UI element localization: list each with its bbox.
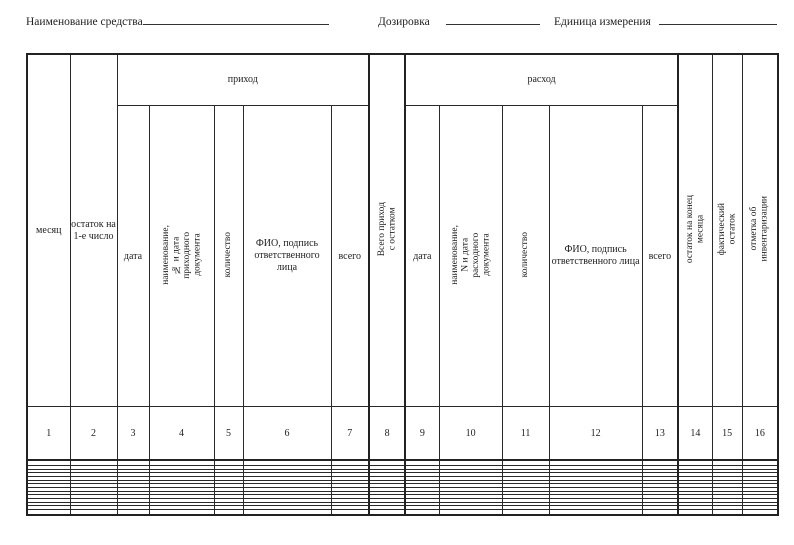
name-field xyxy=(26,12,329,28)
dosage-underline[interactable] xyxy=(446,12,540,25)
header-balance-end: остаток на конец месяца xyxy=(678,54,712,407)
column-number: 12 xyxy=(549,407,642,460)
dosage-field xyxy=(378,12,540,28)
table-cell[interactable] xyxy=(439,509,502,515)
header-income-total: всего xyxy=(331,105,369,406)
header-expense-doc: наименование, N и дата расходного документа xyxy=(439,105,502,406)
column-number-row xyxy=(27,407,778,460)
header-expense-person: ФИО, подпись ответственного лица xyxy=(549,105,642,406)
table-cell[interactable] xyxy=(369,509,405,515)
column-number: 10 xyxy=(439,407,502,460)
header-expense-qty: количество xyxy=(502,105,549,406)
header-expense-total: всего xyxy=(642,105,678,406)
unit-field xyxy=(554,12,777,28)
column-number: 9 xyxy=(405,407,439,460)
form-header xyxy=(26,12,776,30)
table-cell[interactable] xyxy=(70,509,117,515)
table-cell[interactable] xyxy=(331,509,369,515)
header-income-doc: наименование, № и дата приходного документа xyxy=(149,105,214,406)
accounting-journal-table xyxy=(26,53,779,516)
name-underline[interactable] xyxy=(143,12,329,25)
unit-label: Единица измерения xyxy=(554,16,651,28)
table-row xyxy=(27,509,778,515)
table-cell[interactable] xyxy=(678,509,712,515)
table-cell[interactable] xyxy=(405,509,439,515)
header-inventory-mark: отметка об инвентаризации xyxy=(742,54,778,407)
table-cell[interactable] xyxy=(117,509,149,515)
table-cell[interactable] xyxy=(243,509,331,515)
table-cell[interactable] xyxy=(642,509,678,515)
column-number: 2 xyxy=(70,407,117,460)
header-total-income-with-balance: Всего приход с остатком xyxy=(369,54,405,407)
column-number: 14 xyxy=(678,407,712,460)
table-cell[interactable] xyxy=(149,509,214,515)
header-month: месяц xyxy=(27,54,70,407)
table-cell[interactable] xyxy=(214,509,243,515)
column-number: 3 xyxy=(117,407,149,460)
name-label: Наименование средства xyxy=(26,16,143,28)
column-number: 11 xyxy=(502,407,549,460)
table-cell[interactable] xyxy=(742,509,778,515)
table-cell[interactable] xyxy=(712,509,742,515)
header-expense-group: расход xyxy=(405,54,678,105)
table-cell[interactable] xyxy=(27,509,70,515)
header-income-person: ФИО, подпись ответственного лица xyxy=(243,105,331,406)
column-number: 13 xyxy=(642,407,678,460)
column-number: 4 xyxy=(149,407,214,460)
table-cell[interactable] xyxy=(549,509,642,515)
header-income-qty: количество xyxy=(214,105,243,406)
header-balance-start: остаток на 1-е число xyxy=(70,54,117,407)
header-income-group: приход xyxy=(117,54,369,105)
column-number: 16 xyxy=(742,407,778,460)
column-number: 7 xyxy=(331,407,369,460)
header-actual-balance: фактический остаток xyxy=(712,54,742,407)
header-income-date: дата xyxy=(117,105,149,406)
column-number: 6 xyxy=(243,407,331,460)
table-cell[interactable] xyxy=(502,509,549,515)
dosage-label: Дозировка xyxy=(378,16,430,28)
unit-underline[interactable] xyxy=(659,12,777,25)
column-number: 5 xyxy=(214,407,243,460)
column-number: 15 xyxy=(712,407,742,460)
header-expense-date: дата xyxy=(405,105,439,406)
column-number: 1 xyxy=(27,407,70,460)
column-number: 8 xyxy=(369,407,405,460)
